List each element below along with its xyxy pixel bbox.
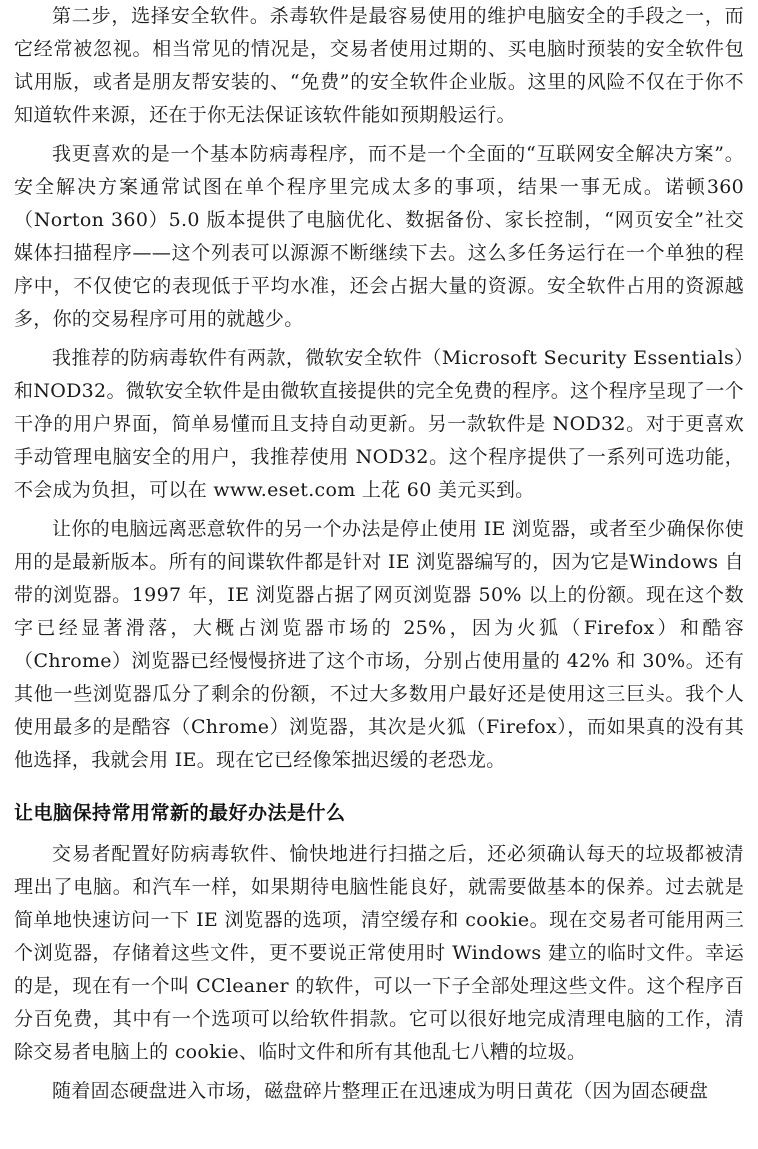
paragraph-cleanup: 交易者配置好防病毒软件、愉快地进行扫描之后，还必须确认每天的垃圾都被清理出了电脑。和汽车一样，如果期待电脑性能良好，就需要做基本的保养。过去就是简单地快速访问一下 IE 浏览器的选项，清空缓存和 cookie。现在交易者可能用两三个浏览器，存储着这些文件，更不要说正常使用时 Windows 建立的临时文件。幸运的是，现在有一个叫 CCleaner 的软件，可以一下子全部处理这些文件。这个程序百分百免费，其中有一个选项可以给软件捐款。它可以很好地完成清理电脑的工作，清除交易者电脑上的 cookie、临时文件和所有其他乱七八糟的垃圾。 (14, 843, 744, 1063)
paragraph-recommended-antivirus: 我推荐的防病毒软件有两款，微软安全软件（Microsoft Security Essentials）和NOD32。微软安全软件是由微软直接提供的完全免费的程序。这个程序呈现了一个干净的用户界面，简单易懂而且支持自动更新。另一款软件是 NOD32。对于更喜欢手动管理电脑安全的用户，我推荐使用 NOD32。这个程序提供了一系列可选功能，不会成为负担，可以在 www.eset.com 上花 60 美元买到。 (14, 347, 744, 501)
section-heading: 让电脑保持常用常新的最好办法是什么 (14, 802, 346, 824)
paragraph-defrag: 随着固态硬盘进入市场，磁盘碎片整理正在迅速成为明日黄花（因为固态硬盘 (52, 1080, 709, 1102)
paragraph-security-software-step: 第二步，选择安全软件。杀毒软件是最容易使用的维护电脑安全的手段之一，而它经常被忽视。相当常见的情况是，交易者使用过期的、买电脑时预装的安全软件包试用版，或者是朋友帮安装的、“免费”的安全软件企业版。这里的风险不仅在于你不知道软件来源，还在于你无法保证该软件能如预期般运行。 (14, 5, 744, 126)
paragraph-browser-choice: 让你的电脑远离恶意软件的另一个办法是停止使用 IE 浏览器，或者至少确保你使用的是最新版本。所有的间谍软件都是针对 IE 浏览器编写的，因为它是Windows 自带的浏览器。1997 年，IE 浏览器占据了网页浏览器 50% 以上的份额。现在这个数字已经显著滑落，大概占浏览器市场的 25%，因为火狐（Firefox）和酷容（Chrome）浏览器已经慢慢挤进了这个市场，分别占使用量的 42% 和 30%。还有其他一些浏览器瓜分了剩余的份额，不过大多数用户最好还是使用这三巨头。我个人使用最多的是酷容（Chrome）浏览器，其次是火狐（Firefox），而如果真的没有其他选择，我就会用 IE。现在它已经像笨拙迟缓的老恐龙。 (14, 518, 744, 771)
paragraph-basic-antivirus: 我更喜欢的是一个基本防病毒程序，而不是一个全面的“互联网安全解决方案”。安全解决方案通常试图在单个程序里完成太多的事项，结果一事无成。诺顿360（Norton 360）5.0 版本提供了电脑优化、数据备份、家长控制，“网页安全”社交媒体扫描程序——这个列表可以源源不断继续下去。这么多任务运行在一个单独的程序中，不仅使它的表现低于平均水准，还会占据大量的资源。安全软件占用的资源越多，你的交易程序可用的就越少。 (14, 143, 744, 330)
